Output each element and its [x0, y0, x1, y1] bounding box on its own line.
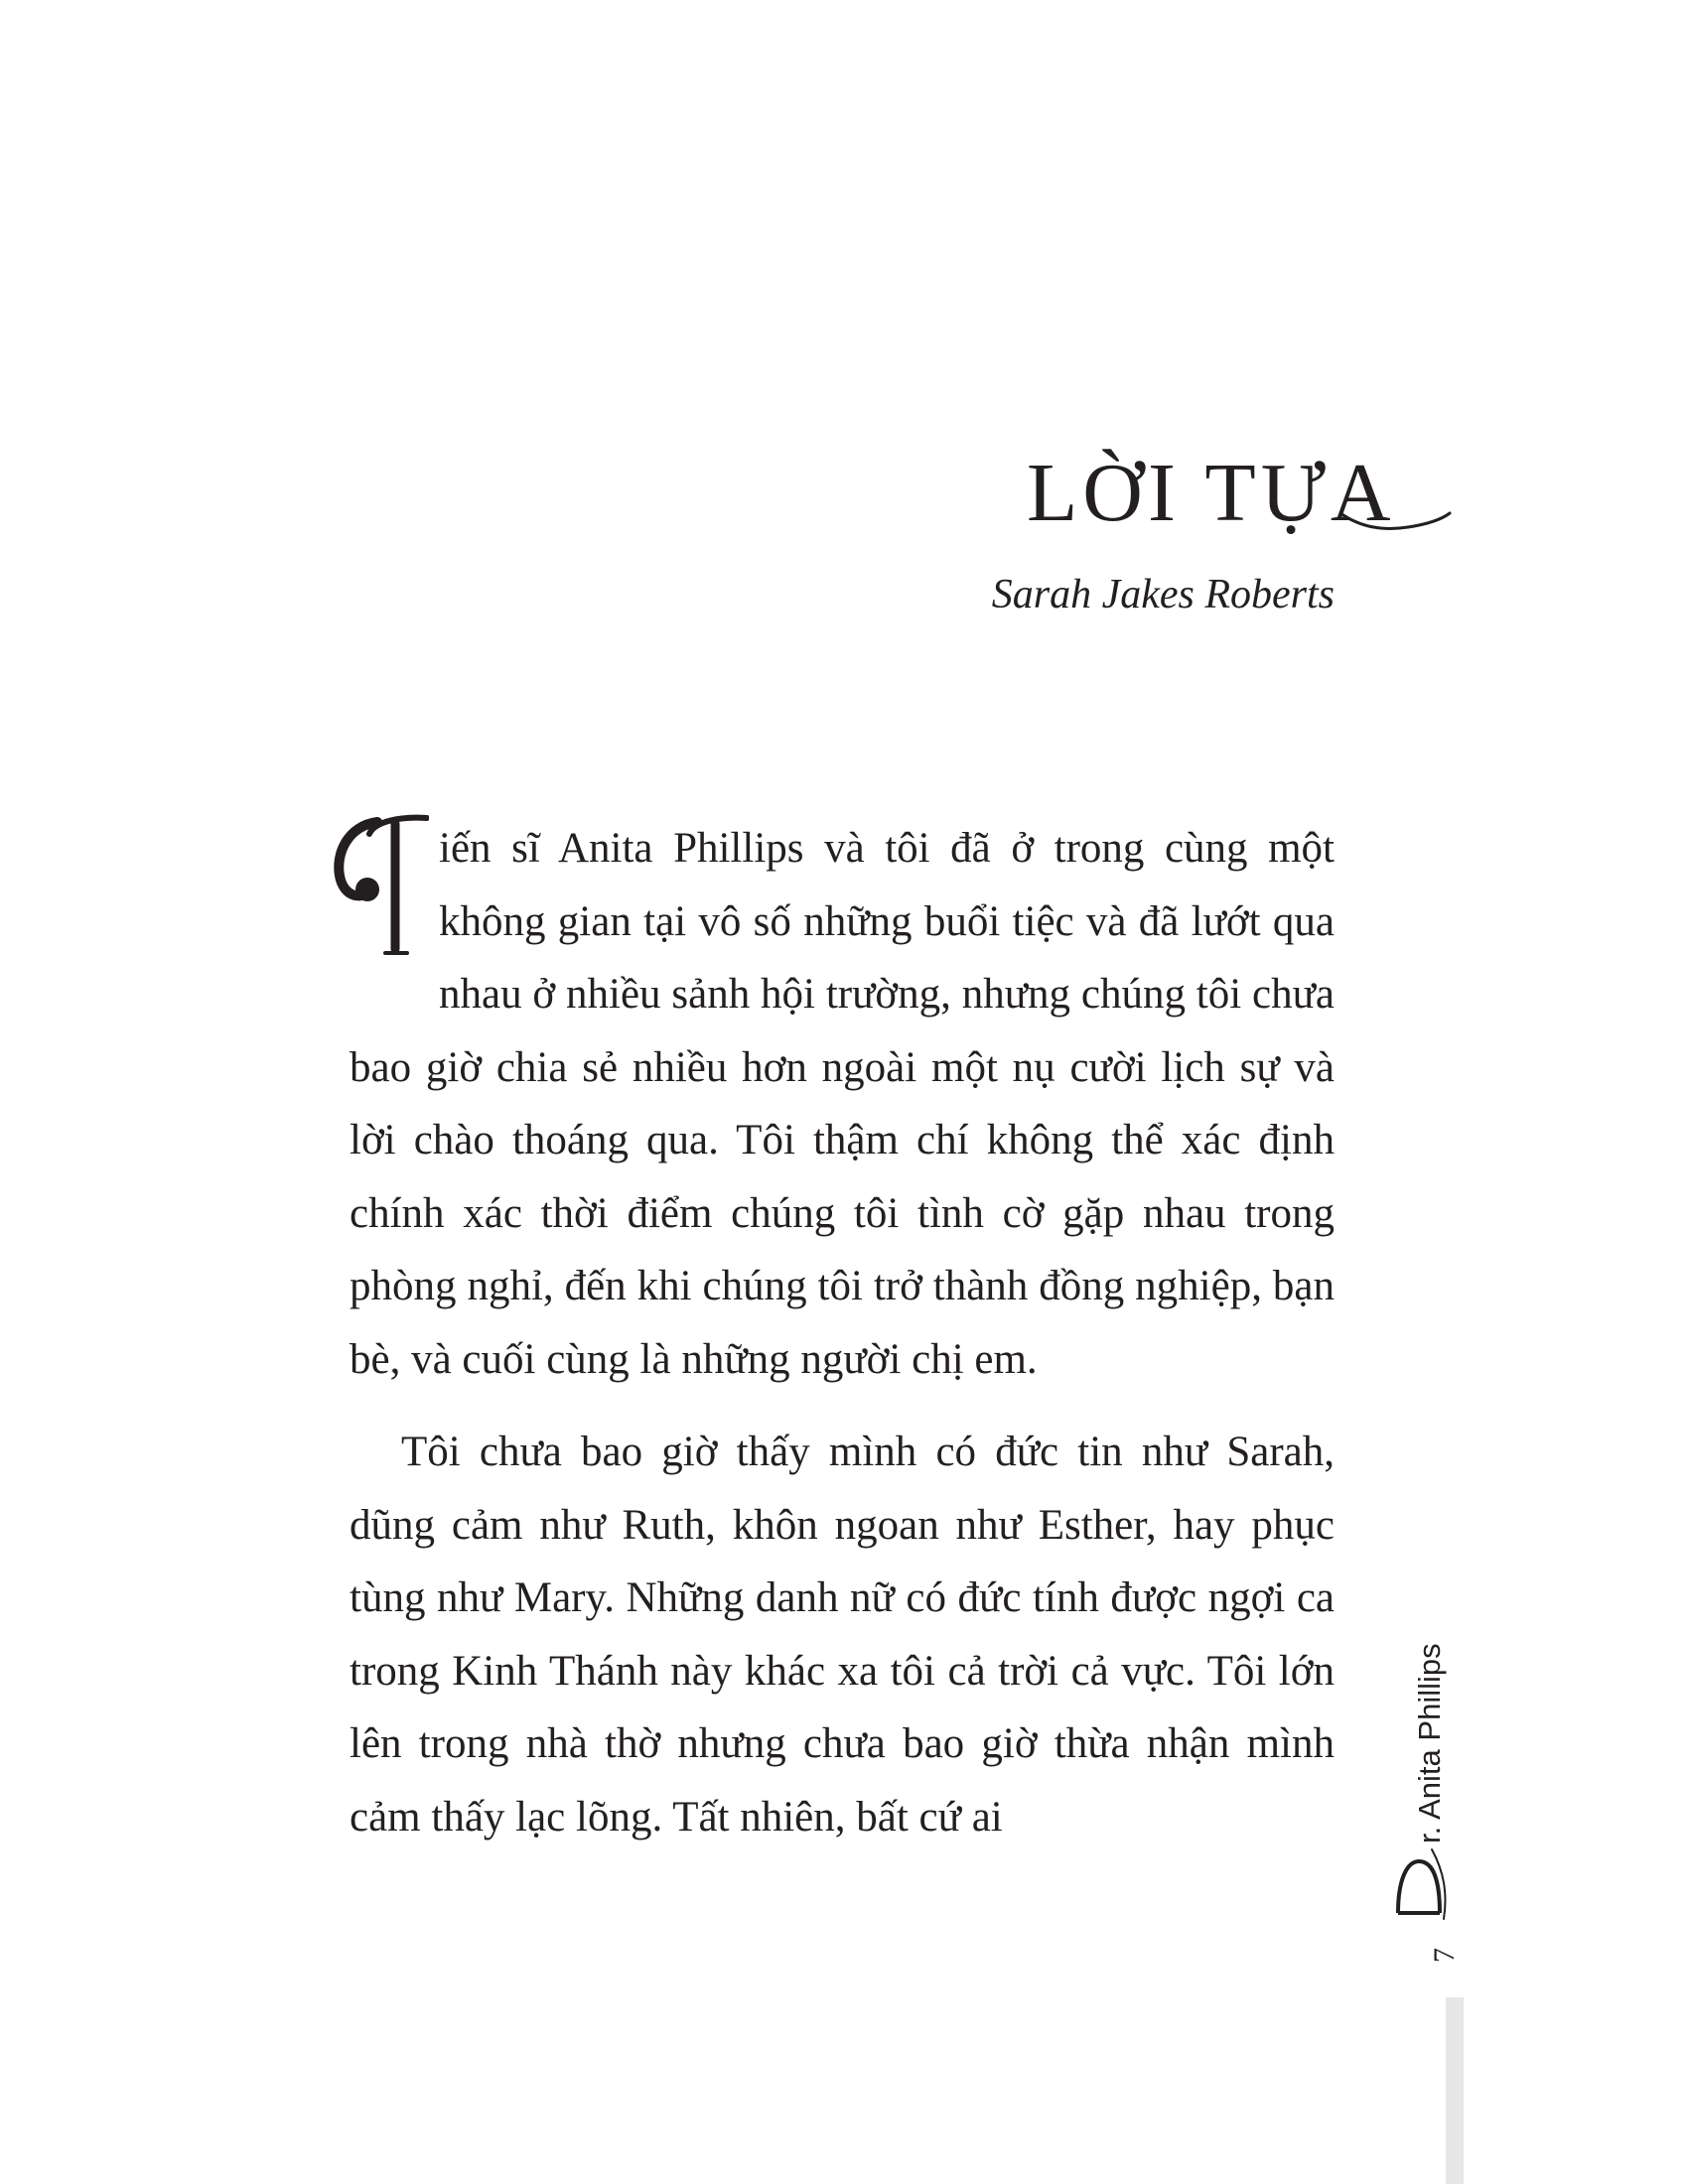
- title-swash-ornament: [1013, 447, 1450, 561]
- chapter-author: Sarah Jakes Roberts: [991, 572, 1335, 617]
- running-title: [1392, 1643, 1456, 1923]
- paragraph-text: Tôi chưa bao giờ thấy mình có đức tin như Sarah, dũng cảm như Ruth, khôn ngoan như Esther, hay phục tùng như Mary. Những danh nữ có đức tính được ngợi ca trong Kinh Thánh này khác xa tôi cả trời cả vực. Tôi lớn lên trong nhà thờ nhưng chưa bao giờ thừa nhận mình cảm thấy lạc lõng. Tất nhiên, bất cứ ai: [350, 1429, 1335, 1841]
- running-title-text: r. Anita Phillips: [1412, 1643, 1447, 1843]
- running-title-initial-glyph: [1392, 1845, 1448, 1923]
- body-text: [350, 812, 1335, 1853]
- paragraph: [350, 812, 1335, 1396]
- drop-cap-t-glyph: [330, 814, 429, 963]
- chapter-title: LỜI TỰA: [1027, 447, 1396, 539]
- page-edge-tab: [1446, 1997, 1464, 2184]
- paragraph-text: iến sĩ Anita Phillips và tôi đã ở trong cùng một không gian tại vô số những buổi tiệc và đã lướt qua nhau ở nhiều sảnh hội trường, nhưng chúng tôi chưa bao giờ chia sẻ nhiều hơn ngoài một nụ cười lịch sự và lời chào thoáng qua. Tôi thậm chí không thể xác định chính xác thời điểm chúng tôi tình cờ gặp nhau trong phòng nghỉ, đến khi chúng tôi trở thành đồng nghiệp, bạn bè, và cuối cùng là những người chị em.: [350, 825, 1335, 1383]
- chapter-heading: [1013, 447, 1450, 561]
- page-number: 7: [1428, 1948, 1461, 1963]
- drop-cap: [330, 814, 429, 963]
